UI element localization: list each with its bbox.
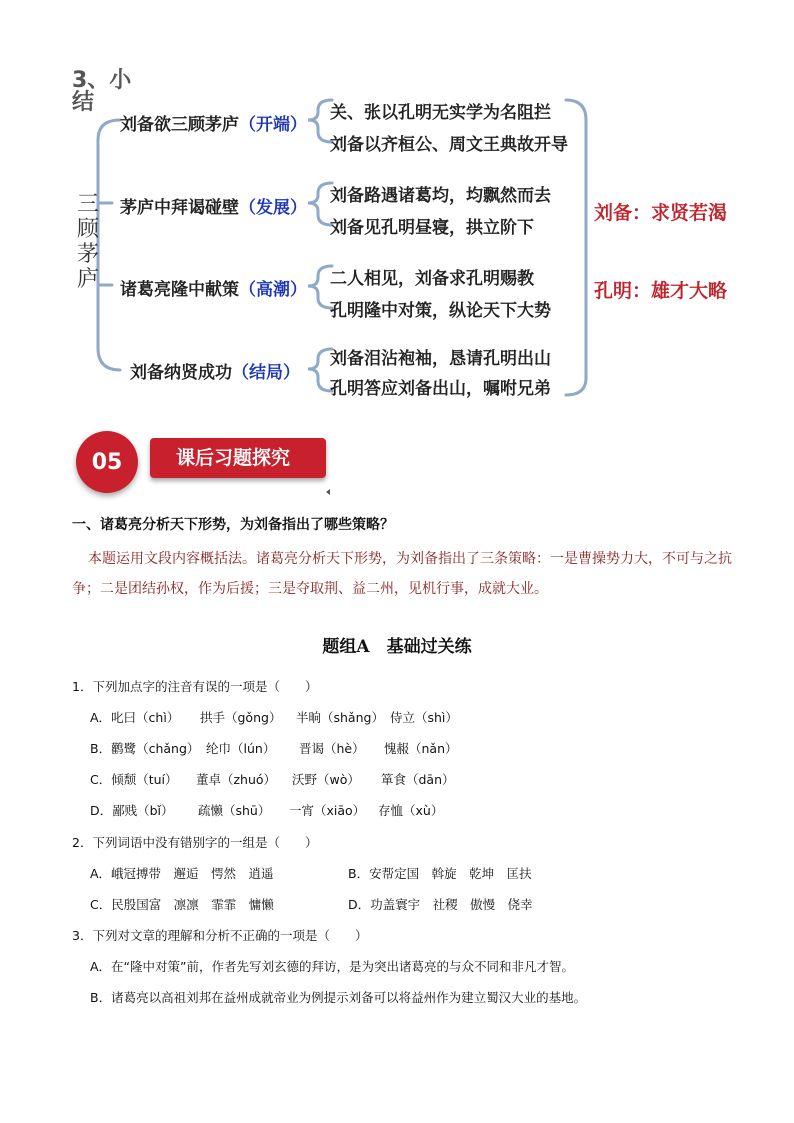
q1-option-a-4: 侍立（shì）	[390, 710, 458, 725]
q1-option-a-2: 拱手（gǒng）	[200, 710, 282, 725]
stage-4-detail-1: 刘备泪沾袍袖，恳请孔明出山	[330, 349, 551, 369]
stage-4: 刘备纳贤成功（结局）	[130, 363, 300, 383]
q2-stem: 2．下列词语中没有错别字的一组是（ ）	[72, 835, 318, 850]
summary-liubei: 刘备：求贤若渴	[594, 202, 728, 224]
q2-option-c: C．民殷国富 凛凛 霏霏 慵懒	[90, 897, 274, 912]
small-triangle-icon	[326, 489, 330, 495]
summary-kongming: 孔明：雄才大略	[594, 280, 728, 302]
q3-option-b: B．诸葛亮以高祖刘邦在益州成就帝业为例提示刘备可以将益州作为建立蜀汉大业的基地。	[90, 990, 587, 1005]
exercise-question: 一、诸葛亮分析天下形势，为刘备指出了哪些策略？	[72, 517, 394, 533]
stage-3: 诸葛亮隆中献策（高潮）	[120, 280, 307, 300]
q1-option-d-4: 存恤（xù）	[378, 803, 444, 818]
q1-option-c-1: C．倾颓（tuí）	[90, 772, 178, 787]
q1-option-c-4: 箪食（dān）	[381, 772, 455, 787]
q1-option-c-2: 董卓（zhuó）	[196, 772, 277, 787]
q1-option-b-1: B．鹳鹭（chǎng）	[90, 741, 200, 756]
q1-option-b-4: 愧赧（nǎn）	[384, 741, 458, 756]
stage-1: 刘备欲三顾茅庐（开端）	[120, 115, 307, 135]
section-number-badge: 05	[76, 431, 138, 493]
stage-1-detail-1: 关、张以孔明无实学为名阻拦	[330, 103, 551, 123]
stage-2-detail-1: 刘备路遇诸葛均，均飘然而去	[330, 186, 551, 206]
mindmap-cut-title: 3、小结	[72, 68, 132, 115]
q1-option-d-1: D．鄙贱（bǐ）	[90, 803, 174, 818]
q1-option-b-2: 纶巾（lún）	[206, 741, 276, 756]
mindmap-vertical-title: 三顾茅庐	[76, 192, 99, 292]
stage-1-detail-2: 刘备以齐桓公、周文王典故开导	[330, 135, 568, 155]
q1-option-d-2: 疏懒（shū）	[198, 803, 271, 818]
group-title: 题组A 基础过关练	[322, 637, 472, 657]
q1-stem: 1．下列加点字的注音有误的一项是（ ）	[72, 679, 318, 694]
q3-stem: 3．下列对文章的理解和分析不正确的一项是（ ）	[72, 928, 368, 943]
q2-option-a: A．峨冠搏带 邂逅 愕然 逍遥	[90, 866, 274, 881]
q3-option-a: A．在“隆中对策”前，作者先写刘玄德的拜访，是为突出诸葛亮的与众不同和非凡才智。	[90, 959, 575, 974]
stage-2-detail-2: 刘备见孔明昼寝，拱立阶下	[330, 218, 534, 238]
q1-option-c-3: 沃野（wò）	[292, 772, 360, 787]
q2-option-b: B．安帮定国 斡旋 乾坤 匡扶	[348, 866, 532, 881]
stage-3-detail-2: 孔明隆中对策，纵论天下大势	[330, 301, 551, 321]
q1-option-a-1: A．叱曰（chì）	[90, 710, 180, 725]
stage-3-detail-1: 二人相见，刘备求孔明赐教	[330, 269, 534, 289]
stage-4-detail-2: 孔明答应刘备出山，嘱咐兄弟	[330, 379, 551, 399]
q1-option-d-3: 一宵（xiāo）	[289, 803, 366, 818]
q1-option-b-3: 晋谒（hè）	[299, 741, 365, 756]
q2-option-d: D．功盖寰宇 社稷 傲慢 侥幸	[348, 897, 533, 912]
stage-2: 茅庐中拜谒碰壁（发展）	[120, 198, 307, 218]
q1-option-a-3: 半晌（shǎng）	[296, 710, 384, 725]
section-title-banner: 课后习题探究	[150, 438, 326, 478]
exercise-answer: 本题运用文段内容概括法。诸葛亮分析天下形势，为刘备指出了三条策略：一是曹操势力大，不可与之抗争；二是团结孙权，作为后援；三是夺取荆、益二州，见机行事，成就大业。	[72, 551, 732, 597]
